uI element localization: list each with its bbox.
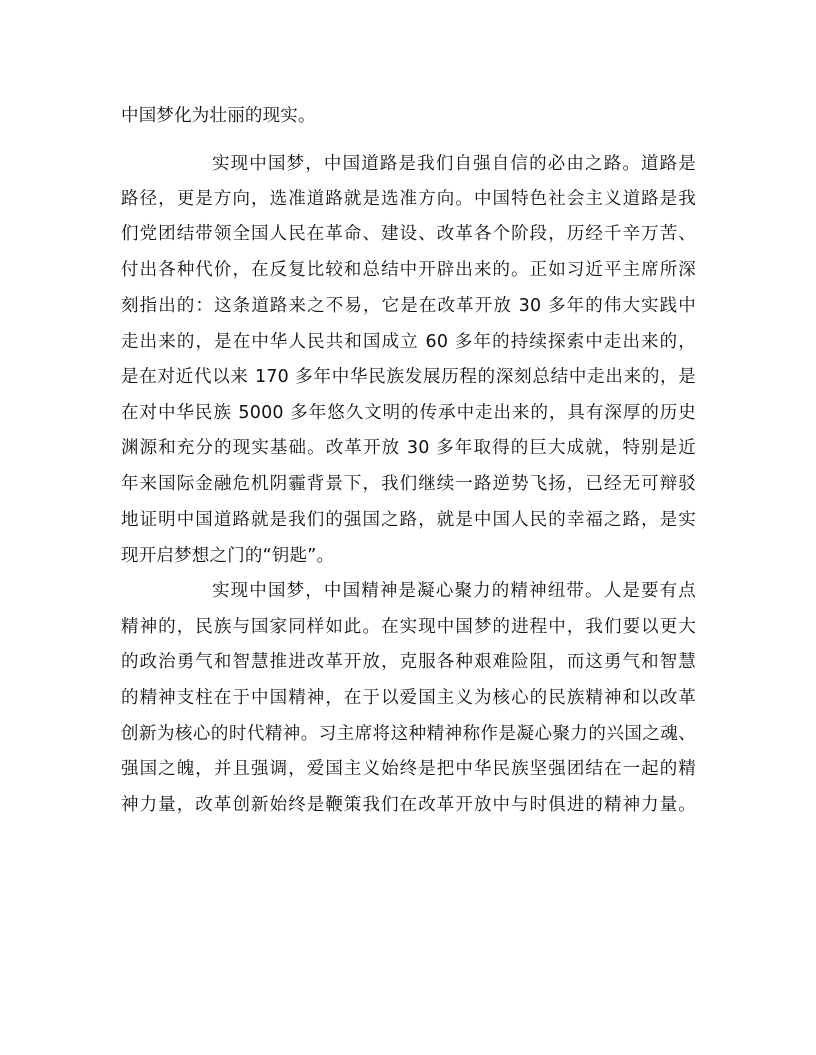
text-line: 创新为核心的时代精神。习主席将这种精神称作是凝心聚力的兴国之魂、 [121, 724, 696, 744]
text-line: 精神的，民族与国家同样如此。在实现中国梦的进程中，我们要以更大 [121, 617, 696, 637]
text-line: 现开启梦想之门的“钥匙”。 [121, 546, 335, 566]
text-line: 走出来的，是在中华人民共和国成立 60 多年的持续探索中走出来的， [121, 332, 696, 352]
text-line: 的精神支柱在于中国精神，在于以爱国主义为核心的民族精神和以改革 [121, 688, 696, 708]
text-line: 中国梦化为壮丽的现实。 [121, 106, 316, 126]
text-line: 强国之魄，并且强调，爱国主义始终是把中华民族坚强团结在一起的精 [121, 759, 696, 779]
text-line: 是在对近代以来 170 多年中华民族发展历程的深刻总结中走出来的，是 [121, 367, 696, 387]
text-line: 路径，更是方向，选准道路就是选准方向。中国特色社会主义道路是我 [121, 189, 696, 209]
text-line: 的政治勇气和智慧推进改革开放，克服各种艰难险阻，而这勇气和智慧 [121, 652, 696, 672]
text-line: 年来国际金融危机阴霾背景下，我们继续一路逆势飞扬，已经无可辩驳 [121, 474, 696, 494]
text-line: 付出各种代价，在反复比较和总结中开辟出来的。正如习近平主席所深 [121, 260, 696, 280]
text-line: 渊源和充分的现实基础。改革开放 30 多年取得的巨大成就，特别是近 [121, 438, 696, 458]
text-line: 在对中华民族 5000 多年悠久文明的传承中走出来的，具有深厚的历史 [121, 403, 696, 423]
text-line: 们党团结带领全国人民在革命、建设、改革各个阶段，历经千辛万苦、 [121, 224, 696, 244]
paragraph-first-line: 实现中国梦，中国精神是凝心聚力的精神纽带。人是要有点 [212, 581, 696, 601]
text-line: 地证明中国道路就是我们的强国之路，就是中国人民的幸福之路，是实 [121, 510, 696, 530]
text-line: 神力量，改革创新始终是鞭策我们在改革开放中与时俱进的精神力量。 [121, 795, 696, 815]
paragraph-first-line: 实现中国梦，中国道路是我们自强自信的必由之路。道路是 [212, 154, 696, 174]
text-line: 刻指出的：这条道路来之不易，它是在改革开放 30 多年的伟大实践中 [121, 296, 696, 316]
